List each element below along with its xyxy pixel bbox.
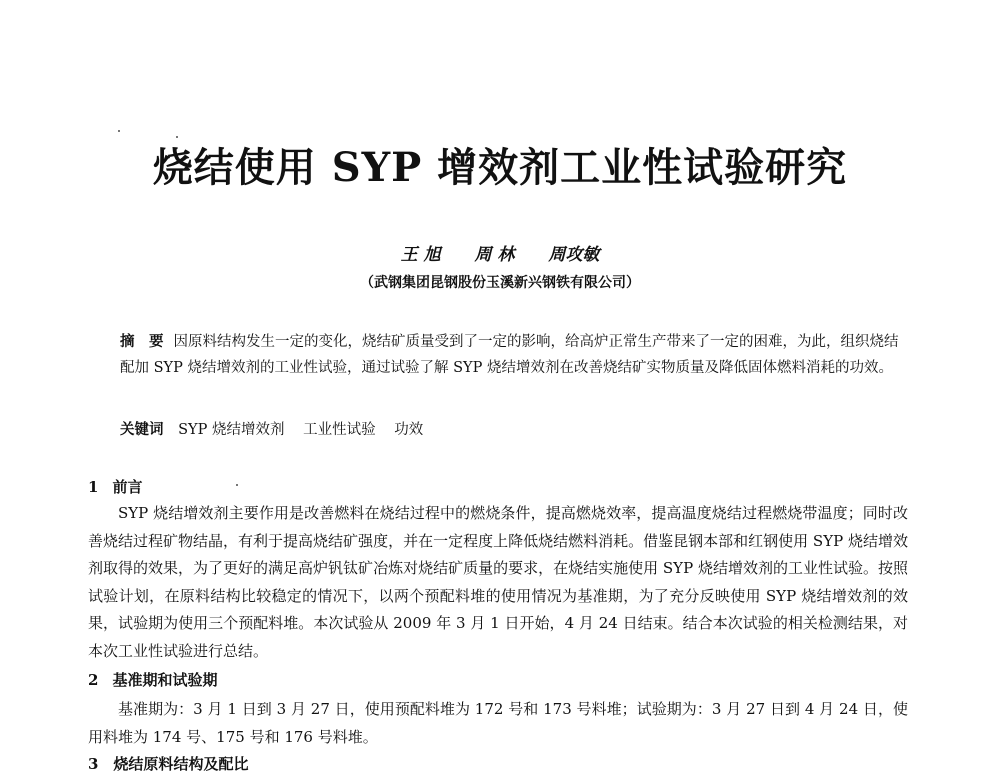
keyword: SYP 烧结增效剂 — [178, 422, 285, 438]
scan-speck — [176, 136, 178, 138]
keyword: 工业性试验 — [303, 422, 376, 438]
section-number: 2 — [88, 671, 99, 689]
author-name: 周 林 — [474, 245, 515, 265]
abstract — [120, 329, 900, 381]
section-heading — [88, 475, 142, 499]
paper-title: 烧结使用 SYP 增效剂工业性试验研究 — [152, 144, 848, 191]
section-number: 1 — [88, 478, 99, 496]
keywords — [120, 418, 900, 442]
scan-speck — [118, 130, 120, 132]
section-heading-cutoff: 3 烧结原料结构及配比 — [88, 755, 249, 773]
section-title: 基准期和试验期 — [112, 671, 218, 689]
section-heading — [88, 668, 217, 692]
author-list — [0, 243, 1000, 267]
section-paragraph: SYP 烧结增效剂主要作用是改善燃料在烧结过程中的燃烧条件，提高燃烧效率，提高温度烧结过程燃烧带温度；同时改善烧结过程矿物结晶，有利于提高烧结矿强度，并在一定程度上降低烧结燃料消耗。借鉴昆钢本部和红钢使用 SYP 烧结增效剂取得的效果，为了更好的满足高炉钒钛矿冶炼对烧结矿质量的要求，在烧结实施使用 SYP 烧结增效剂的工业性试验。按照试验计划，在原料结构比较稳定的情况下，以两个预配料堆的使用情况为基准期，为了充分反映使用 SYP 烧结增效剂的效果，试验期为使用三个预配料堆。本次试验从 2009 年 3 月 1 日开始，4 月 24 日结束。结合本次试验的相关检测结果，对本次工业性试验进行总结。 — [88, 504, 908, 660]
author-affiliation: （武钢集团昆钢股份玉溪新兴钢铁有限公司） — [360, 275, 640, 291]
scan-speck — [236, 484, 238, 486]
keywords-label: 关键词 — [120, 421, 164, 438]
author-name: 周攻敏 — [548, 245, 600, 265]
abstract-text: 因原料结构发生一定的变化，烧结矿质量受到了一定的影响，给高炉正常生产带来了一定的困难，为此，组织烧结配加 SYP 烧结增效剂的工业性试验，通过试验了解 SYP 烧结增效剂在改善烧结矿实物质量及降低固体燃料消耗的功效。 — [120, 334, 899, 376]
abstract-label: 摘 要 — [120, 333, 164, 350]
keyword: 功效 — [394, 422, 424, 438]
section-paragraph: 基准期为：3 月 1 日到 3 月 27 日，使用预配料堆为 172 号和 173 号料堆；试验期为：3 月 27 日到 4 月 24 日，使用料堆为 174 号、175 号和 176 号料堆。 — [88, 700, 908, 746]
author-name: 王 旭 — [400, 245, 441, 265]
section-title: 前言 — [112, 478, 143, 496]
